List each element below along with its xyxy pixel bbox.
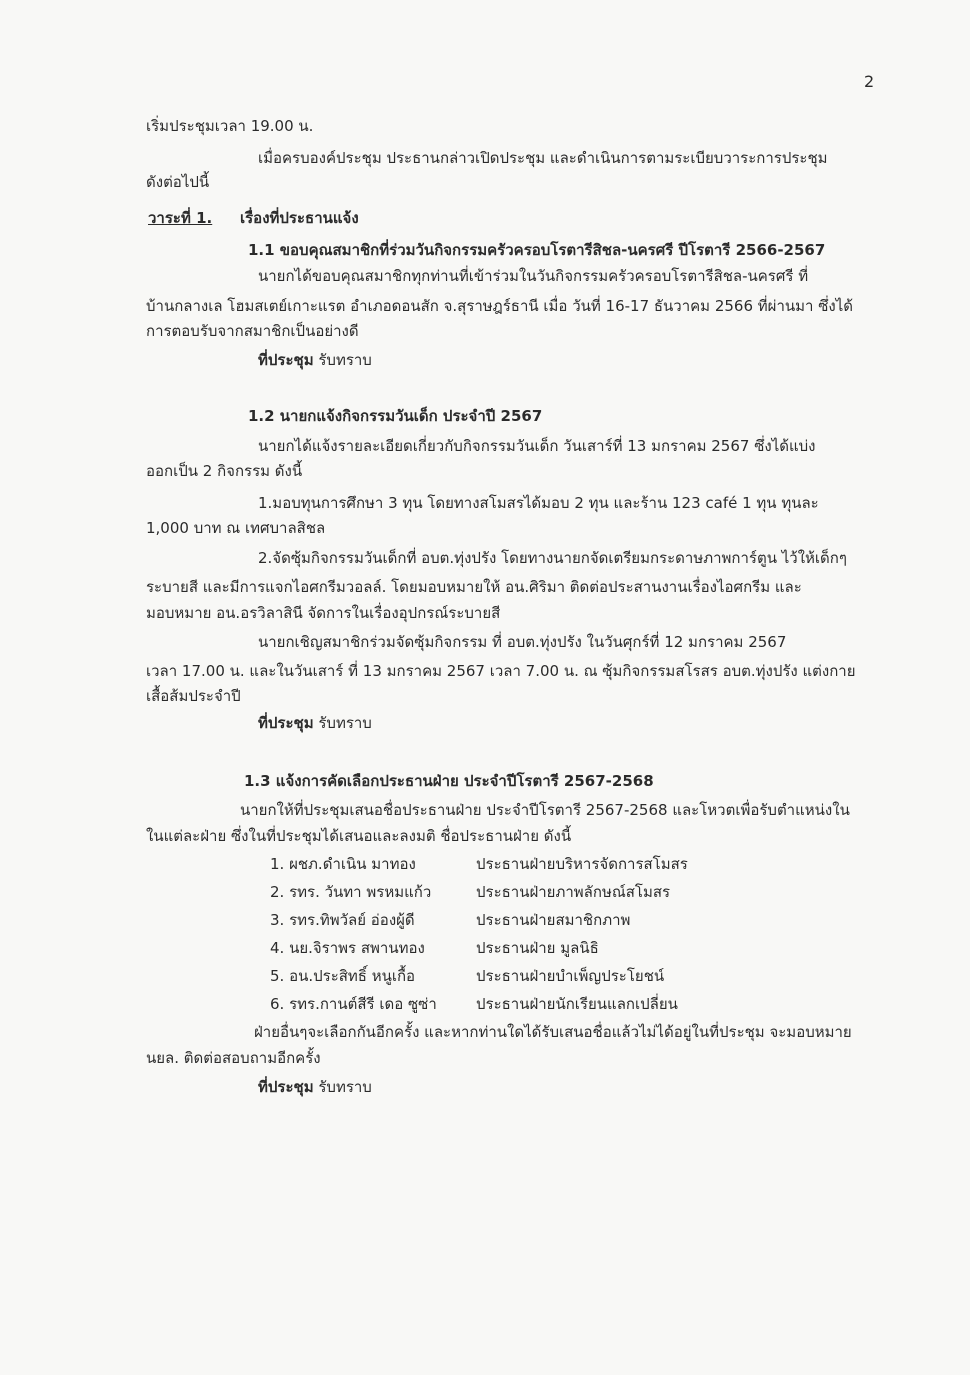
- section-1-2-item-2-line-2: ระบายสี และมีการแจกไอศกรีมวอลล์. โดยมอบหมายให้ อน.ศิริมา ติดต่อประสานงานเรื่องไอศกรีม และ: [146, 578, 802, 596]
- section-1-3-line-1: นายกให้ที่ประชุมเสนอชื่อประธานฝ่าย ประจำปีโรตารี 2567-2568 และโหวตเพื่อรับตำแหน่งใน: [240, 801, 850, 819]
- section-1-2-invite-line-1: นายกเชิญสมาชิกร่วมจัดซุ้มกิจกรรม ที่ อบต.ทุ่งปรัง ในวันศุกร์ที่ 12 มกราคม 2567: [258, 633, 787, 651]
- section-1-1-line-2: บ้านกลางเล โฮมสเตย์เกาะแรต อำเภอดอนสัก จ.สุราษฎร์ธานี เมื่อ วันที่ 16-17 ธันวาคม 2566 ที่ผ่านมา ซึ่งได้: [146, 297, 853, 315]
- resolution-label: ที่ประชุม: [258, 714, 314, 732]
- nominee-name: 1. ผชภ.ดำเนิน มาทอง: [270, 855, 416, 873]
- section-1-1-resolution: [258, 350, 372, 370]
- section-1-2-resolution: [258, 713, 372, 733]
- nominee-name: 6. รทร.กานต์สีรี เดอ ซูซ่า: [270, 995, 437, 1013]
- agenda-title: เรื่องที่ประธานแจ้ง: [240, 209, 359, 227]
- section-1-3-line-2: ในแต่ละฝ่าย ซึ่งในที่ประชุมได้เสนอและลงมติ ชื่อประธานฝ่าย ดังนี้: [146, 827, 572, 845]
- intro-line-1: เมื่อครบองค์ประชุม ประธานกล่าวเปิดประชุม และดำเนินการตามระเบียบวาระการประชุม: [258, 149, 828, 167]
- section-1-2-item-1-line-2: 1,000 บาท ณ เทศบาลสิชล: [146, 519, 326, 537]
- section-1-2-line-1: นายกได้แจ้งรายละเอียดเกี่ยวกับกิจกรรมวันเด็ก วันเสาร์ที่ 13 มกราคม 2567 ซึ่งได้แบ่ง: [258, 437, 816, 455]
- nominee-role: ประธานฝ่ายบริหารจัดการสโมสร: [476, 855, 688, 873]
- page-number: 2: [864, 72, 875, 91]
- section-1-2-line-2: ออกเป็น 2 กิจกรรม ดังนี้: [146, 462, 303, 480]
- nominee-name: 3. รทร.ทิพวัลย์ อ่องผู้ดี: [270, 911, 415, 929]
- section-1-2-item-2-line-1: 2.จัดซุ้มกิจกรรมวันเด็กที่ อบต.ทุ่งปรัง โดยทางนายกจัดเตรียมกระดาษภาพการ์ตูน ไว้ให้เด็กๆ: [258, 549, 847, 567]
- section-1-3-heading: 1.3 แจ้งการคัดเลือกประธานฝ่าย ประจำปีโรตารี 2567-2568: [244, 772, 654, 790]
- resolution-text: รับทราบ: [313, 714, 372, 732]
- nominee-role: ประธานฝ่ายสมาชิกภาพ: [476, 911, 631, 929]
- nominee-role: ประธานฝ่ายนักเรียนแลกเปลี่ยน: [476, 995, 678, 1013]
- section-1-2-item-1-line-1: 1.มอบทุนการศึกษา 3 ทุน โดยทางสโมสรได้มอบ 2 ทุน และร้าน 123 café 1 ทุน ทุนละ: [258, 494, 819, 512]
- section-1-3-resolution: [258, 1077, 372, 1097]
- section-1-1-line-1: นายกได้ขอบคุณสมาชิกทุกท่านที่เข้าร่วมในวันกิจกรรมครัวครอบโรตารีสิชล-นครศรี ที่: [258, 267, 809, 285]
- section-1-1-line-3: การตอบรับจากสมาชิกเป็นอย่างดี: [146, 322, 359, 340]
- nominee-name: 2. รทร. วันทา พรหมแก้ว: [270, 883, 432, 901]
- section-1-3-closing-line-1: ฝ่ายอื่นๆจะเลือกกันอีกครั้ง และหากท่านใดได้รับเสนอชื่อแล้วไม่ได้อยู่ในที่ประชุม จะมอบหมาย: [254, 1023, 852, 1041]
- nominee-role: ประธานฝ่ายบำเพ็ญประโยชน์: [476, 967, 665, 985]
- agenda-label: วาระที่ 1.: [148, 209, 213, 227]
- resolution-text: รับทราบ: [313, 1078, 372, 1096]
- nominee-name: 4. นย.จิราพร สพานทอง: [270, 939, 425, 957]
- section-1-2-invite-line-2: เวลา 17.00 น. และในวันเสาร์ ที่ 13 มกราคม 2567 เวลา 7.00 น. ณ ซุ้มกิจกรรมสโรสร อบต.ทุ่งปรัง แต่งกาย: [146, 662, 856, 680]
- section-1-2-heading: 1.2 นายกแจ้งกิจกรรมวันเด็ก ประจำปี 2567: [248, 407, 543, 425]
- nominee-name: 5. อน.ประสิทธิ์ หนูเกื้อ: [270, 967, 416, 985]
- resolution-label: ที่ประชุม: [258, 351, 314, 369]
- intro-line-2: ดังต่อไปนี้: [146, 173, 210, 191]
- resolution-label: ที่ประชุม: [258, 1078, 314, 1096]
- section-1-3-closing-line-2: นยล. ติดต่อสอบถามอีกครั้ง: [146, 1049, 321, 1067]
- section-1-2-invite-line-3: เสื้อส้มประจำปี: [146, 687, 241, 705]
- nominee-role: ประธานฝ่าย มูลนิธิ: [476, 939, 599, 957]
- resolution-text: รับทราบ: [313, 351, 372, 369]
- section-1-1-heading: 1.1 ขอบคุณสมาชิกที่ร่วมวันกิจกรรมครัวครอบโรตารีสิชล-นครศรี ปีโรตารี 2566-2567: [248, 241, 826, 259]
- section-1-2-item-2-line-3: มอบหมาย อน.อรวิลาสินี จัดการในเรื่องอุปกรณ์ระบายสี: [146, 604, 501, 622]
- meeting-start-time: เริ่มประชุมเวลา 19.00 น.: [146, 117, 314, 135]
- nominee-role: ประธานฝ่ายภาพลักษณ์สโมสร: [476, 883, 671, 901]
